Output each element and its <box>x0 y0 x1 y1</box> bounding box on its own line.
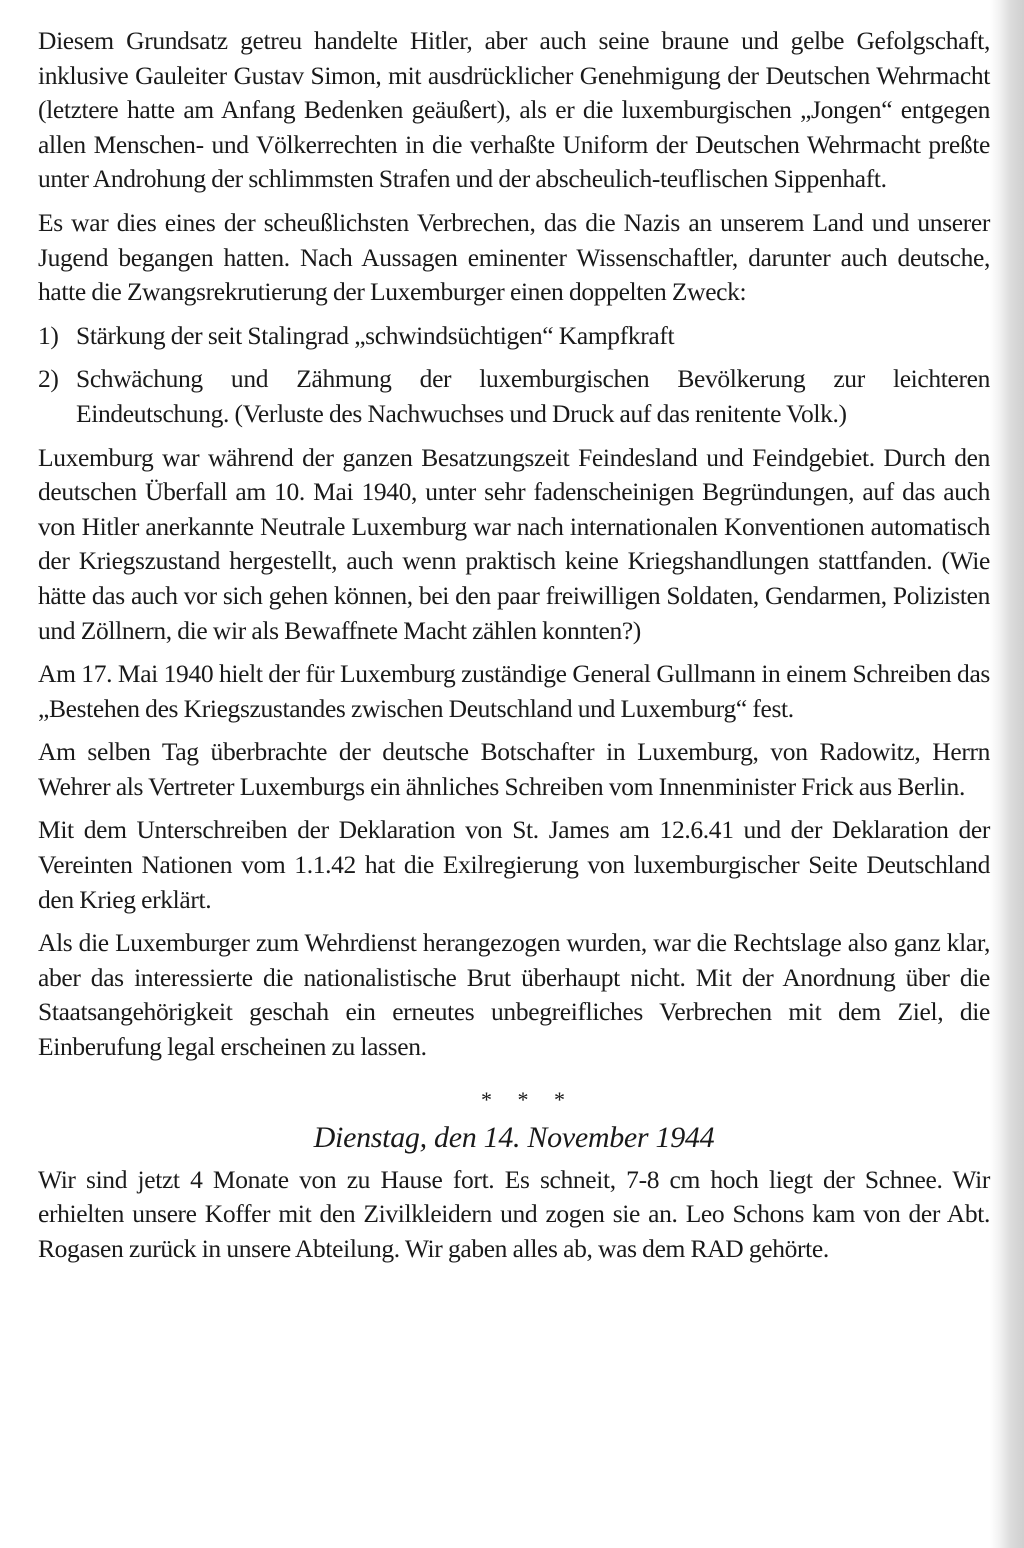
list-number: 2) <box>38 364 59 394</box>
numbered-list <box>38 319 990 432</box>
paragraph: Mit dem Unterschreiben der Deklaration von St. James am 12.6.41 und der Deklaration der Vereinten Nationen vom 1.1.42 hat die Exilregierung von luxemburgischer Seite Deutschland den Krieg erklärt. <box>38 815 990 914</box>
list-number: 1) <box>38 320 59 350</box>
paragraph: Am selben Tag überbrachte der deutsche Botschafter in Luxemburg, von Radowitz, Herrn Wehrer als Vertreter Luxemburgs ein ähnliches Schreiben vom Innenminister Frick aus Berlin. <box>38 737 990 801</box>
list-item <box>38 319 990 354</box>
paragraph: Luxemburg war während der ganzen Besatzungszeit Feindesland und Feindgebiet. Durch den deutschen Überfall am 10. Mai 1940, unter sehr fadenscheinigen Begründungen, auf das auch von Hitler anerkannte Neutrale Luxemburg war nach internationalen Konventionen automatisch der Kriegszustand hergestellt, auch wenn praktisch keine Kriegshandlungen stattfanden. (Wie hätte das auch vor sich gehen können, bei den paar freiwilligen Soldaten, Gendarmen, Polizisten und Zöllnern, die wir als Bewaffnete Macht zählen konnten?) <box>38 442 990 645</box>
paragraph: Es war dies eines der scheußlichsten Verbrechen, das die Nazis an unserem Land und unserer Jugend begangen hatten. Nach Aussagen eminenter Wissenschaftler, darunter auch deutsche, hatte die Zwangsrekrutierung der Luxemburger einen doppelten Zweck: <box>38 207 990 307</box>
section-separator: * * * <box>481 1086 575 1112</box>
date-heading: Dienstag, den 14. November 1944 <box>313 1120 715 1154</box>
paragraph: Am 17. Mai 1940 hielt der für Luxemburg zuständige General Gullmann in einem Schreiben das „Bestehen des Kriegszustandes zwischen Deutschland und Luxemburg“ fest. <box>38 659 990 723</box>
text-body <box>38 24 990 1275</box>
list-item <box>38 362 990 431</box>
paragraph: Als die Luxemburger zum Wehrdienst herangezogen wurden, war die Rechtslage also ganz klar, aber das interessierte die nationalistische Brut überhaupt nicht. Mit der Anordnung über die Staatsangehörigkeit geschah ein erneutes unbegreifliches Verbrechen mit dem Ziel, die Einberufung legal erscheinen zu lassen. <box>38 928 990 1062</box>
page-edge-shadow <box>990 0 1024 1548</box>
paragraph: Diesem Grundsatz getreu handelte Hitler, aber auch seine braune und gelbe Gefolgschaft, inklusive Gauleiter Gustav Simon, mit ausdrücklicher Genehmigung der Deutschen Wehrmacht (letztere hatte am Anfang Bedenken geäußert), als er die luxemburgischen „Jongen“ entgegen allen Menschen- und Völkerrechten in die verhaßte Uniform der Deutschen Wehrmacht preßte unter Androhung der schlimmsten Strafen und der abscheulich-teuflischen Sippenhaft. <box>38 26 990 194</box>
list-text: Schwächung und Zähmung der luxemburgischen Bevölkerung zur leichteren Eindeutschung. (Verluste des Nachwuchses und Druck auf das renitente Volk.) <box>76 364 990 428</box>
diary-entry: Wir sind jetzt 4 Monate von zu Hause fort. Es schneit, 7-8 cm hoch liegt der Schnee. Wir erhielten unsere Koffer mit den Zivilkleidern und zogen sie an. Leo Schons kam von der Abt. Rogasen zurück in unsere Abteilung. Wir gaben alles ab, was dem RAD gehörte. <box>38 1164 990 1263</box>
list-text: Stärkung der seit Stalingrad „schwindsüchtigen“ Kampfkraft <box>76 320 675 350</box>
